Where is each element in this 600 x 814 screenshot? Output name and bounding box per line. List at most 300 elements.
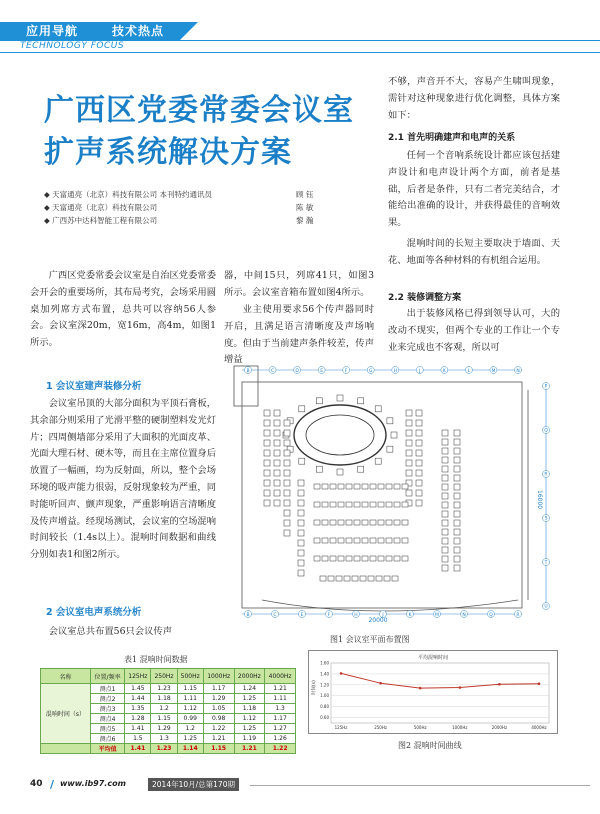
seat [384, 576, 390, 581]
axis-label-top: G [368, 369, 373, 374]
seat [402, 484, 408, 489]
axis-label-right: Q [544, 428, 548, 434]
chart-ytick: 1.00 [320, 693, 329, 699]
chart-point [379, 682, 382, 685]
seat [386, 556, 392, 561]
seat [370, 556, 376, 561]
table-cell: 1.2 [177, 724, 203, 734]
seat [442, 547, 448, 553]
seat [358, 398, 364, 404]
chart-ylabel: 时间(s) [312, 680, 317, 695]
seat [284, 420, 290, 426]
seat [354, 538, 360, 543]
table-head-freq: 250Hz [151, 669, 177, 684]
subsection-2-1-body-2: 混响时间的长短主要取决于墙面、天花、地面等各种材料的有机组合运用。 [388, 238, 560, 266]
seat [284, 430, 290, 436]
chart-point [419, 687, 422, 690]
seat [338, 520, 344, 525]
seat [378, 520, 384, 525]
table-head-pos: 位置/频率 [90, 669, 124, 684]
seat [322, 502, 328, 507]
axis-label-top: F [344, 369, 348, 374]
seat [454, 457, 460, 463]
table-cell: 1.17 [203, 684, 234, 694]
axis-label-bottom: J [382, 613, 384, 618]
seat [346, 484, 352, 489]
seat [406, 440, 412, 446]
seat [337, 469, 343, 475]
chart-xtick: 1000Hz [452, 725, 468, 730]
table-point: 测点2 [90, 694, 124, 704]
seat [284, 490, 290, 496]
seat [354, 484, 360, 489]
seat [314, 520, 320, 525]
subsection-2-2-title: 2.2 装修调整方案 [388, 293, 462, 303]
seat [337, 395, 343, 401]
seat [362, 484, 368, 489]
seat [322, 520, 328, 525]
axis-label-top: C [270, 369, 275, 374]
chart-ytick: 1.20 [320, 682, 329, 688]
seat [416, 450, 422, 456]
seat [442, 475, 448, 481]
chart-title: 平均混响时间 [417, 655, 449, 661]
table-cell: 1.24 [234, 684, 265, 694]
seat [284, 510, 290, 516]
table-cell: 1.21 [265, 684, 296, 694]
author-row [44, 188, 364, 201]
table-cell: 1.22 [203, 724, 234, 734]
axis-label-bottom: R [516, 613, 520, 618]
seat [264, 480, 270, 486]
table-cell: 1.3 [151, 734, 177, 744]
seat [370, 538, 376, 543]
seat [406, 410, 412, 416]
seat [378, 502, 384, 507]
seat [264, 460, 270, 466]
seat [454, 493, 460, 499]
axis-label-top: N [516, 369, 520, 374]
table-point: 测点1 [90, 684, 124, 694]
table-cell: 1.3 [265, 704, 296, 714]
seat [264, 490, 270, 496]
mid-paragraph-1: 器，中间15只，列席41只，如图3所示。会议室音箱布置如图4所示。 [224, 270, 374, 298]
table-cell: 1.25 [177, 734, 203, 744]
axis-label-bottom: C [273, 613, 277, 618]
table-avg-cell: 1.14 [177, 744, 203, 754]
seat [454, 466, 460, 472]
seat [298, 560, 304, 566]
seat [454, 565, 460, 571]
seat [274, 410, 280, 416]
axis-label-top: M [491, 369, 496, 374]
table-cell: 1.05 [203, 704, 234, 714]
seat [322, 556, 328, 561]
seat [416, 490, 422, 496]
table-avg-cell: 1.22 [265, 744, 296, 754]
table-head-freq: 125Hz [125, 669, 151, 684]
seat [354, 520, 360, 525]
seat [416, 460, 422, 466]
seat [284, 470, 290, 476]
seat [274, 430, 280, 436]
seat [387, 446, 393, 452]
seat [328, 576, 334, 581]
seat [442, 556, 448, 562]
seat [442, 493, 448, 499]
table-cell: 1.21 [203, 734, 234, 744]
seat [378, 556, 384, 561]
seat [284, 480, 290, 486]
author-name: 顾 钰 [296, 190, 314, 199]
seat [298, 570, 304, 576]
seat [338, 502, 344, 507]
seat [298, 530, 304, 536]
seat [298, 520, 304, 526]
seat [416, 440, 422, 446]
chart-xtick: 2000Hz [491, 725, 508, 730]
seat [402, 556, 408, 561]
seat [346, 502, 352, 507]
seat [394, 520, 400, 525]
page-number: 40 [30, 779, 43, 789]
author-list [44, 188, 364, 227]
axis-label-right: R [544, 472, 548, 478]
table-avg-cell: 1.15 [203, 744, 234, 754]
seat [386, 538, 392, 543]
seat [358, 466, 364, 472]
seat [394, 538, 400, 543]
table-head-freq: 1000Hz [203, 669, 234, 684]
seat [442, 430, 448, 436]
subsection-2-1-body-1: 任何一个音响系统设计都应该包括建声设计和电声设计两个方面，前者是基础，后者是条件，只有二者完美结合，才能给出准确的设计，并获得最佳的音响效果。 [388, 150, 560, 229]
header-rule-lower [0, 52, 600, 53]
table-cell: 1.45 [125, 684, 151, 694]
seat [391, 432, 397, 438]
seat [284, 440, 290, 446]
seat [378, 484, 384, 489]
axis-label-top: D [295, 369, 299, 374]
seat [454, 430, 460, 436]
dim-height-label: 16000 [536, 490, 543, 510]
right-paragraph-1: 不够，声音开不大，容易产生啸叫现象，需针对这种现象进行优化调整，具体方案如下： [388, 76, 560, 121]
seat [392, 576, 398, 581]
seat [454, 502, 460, 508]
axis-label-top: J [419, 369, 421, 374]
table-row-label: 混响时间（s） [41, 684, 91, 744]
table-cell: 1.35 [125, 704, 151, 714]
seat [362, 520, 368, 525]
seat [274, 460, 280, 466]
table-row [41, 684, 296, 694]
seat [394, 556, 400, 561]
axis-label-bottom: E [300, 613, 304, 618]
chart-point [459, 686, 462, 689]
table-avg-label: 平均值 [90, 744, 124, 754]
table-avg-row [41, 744, 296, 754]
section-2-title: 2 会议室电声系统分析 [46, 607, 142, 618]
reverb-chart-svg [309, 651, 557, 733]
seat [264, 440, 270, 446]
chart-xtick: 4000Hz [531, 725, 547, 730]
seat [298, 480, 304, 486]
footer-rule [250, 785, 590, 786]
seat [284, 450, 290, 456]
axis-label-top: E [320, 369, 324, 374]
chart-marks [340, 672, 541, 689]
seat [264, 420, 270, 426]
seat [274, 490, 280, 496]
seat [454, 475, 460, 481]
table-cell: 1.28 [125, 714, 151, 724]
author-org: ◆ 天富通亮（北京）科技有限公司 本刊特约通讯员 [44, 190, 213, 199]
seat [330, 538, 336, 543]
chart-ytick: 1.60 [320, 660, 329, 666]
seat [442, 538, 448, 544]
chart-plot-area [331, 663, 549, 723]
seat [416, 430, 422, 436]
seat [442, 565, 448, 571]
table-1-caption: 表1 混响时间数据 [124, 655, 188, 664]
axis-label-top: L [467, 369, 471, 374]
seat [330, 502, 336, 507]
seat [346, 538, 352, 543]
seat [386, 502, 392, 507]
seat [314, 538, 320, 543]
chart-ytick: 1.40 [320, 671, 329, 677]
seat [298, 510, 304, 516]
table-cell: 0.98 [203, 714, 234, 724]
seat [314, 556, 320, 561]
seat [320, 576, 326, 581]
seat [442, 448, 448, 454]
axis-label-bottom: M [435, 613, 439, 618]
table-head-freq: 500Hz [177, 669, 203, 684]
chart-point [498, 683, 501, 686]
seat [442, 529, 448, 535]
seat [442, 511, 448, 517]
axis-label-bottom: N [462, 613, 466, 618]
seat [344, 576, 350, 581]
table-point: 测点5 [90, 724, 124, 734]
seat [406, 430, 412, 436]
seat [442, 502, 448, 508]
seat [416, 470, 422, 476]
seat [442, 466, 448, 472]
seat [274, 480, 280, 486]
table-avg-cell: 1.21 [234, 744, 265, 754]
seat [442, 484, 448, 490]
table-cell: 1.17 [265, 714, 296, 724]
table-cell: 1.18 [151, 694, 177, 704]
seat [454, 484, 460, 490]
seat [338, 538, 344, 543]
seat [274, 450, 280, 456]
table-cell: 1.26 [265, 734, 296, 744]
seat [362, 502, 368, 507]
seat [314, 484, 320, 489]
round-table [294, 405, 386, 465]
table-cell: 1.2 [151, 704, 177, 714]
front-curve-wall [262, 600, 518, 611]
seat [274, 420, 280, 426]
reverb-table [40, 668, 296, 754]
author-org: ◆ 广西苏中达科智能工程有限公司 [44, 216, 158, 225]
header-category: 应用导航 [26, 24, 79, 38]
floor-plan-figure [228, 360, 558, 630]
table-cell: 1.12 [177, 704, 203, 714]
seat [346, 520, 352, 525]
table-avg-empty [41, 744, 91, 754]
seat [394, 502, 400, 507]
axis-label-bottom: F [327, 613, 331, 618]
seat [360, 576, 366, 581]
chart-ytick: 0.60 [320, 715, 329, 721]
section-1-body: 会议室吊顶的大部分面积为平顶石膏板，其余部分则采用了光滑平整的硬制塑料发光灯片；四周侧墙部分采用了大面积的光面皮革、光面大理石材、硬木等，而且在主席位置身后放置了一幅画，均为反射面，所以，整个会场环境的吸声能力很弱，反射现象较为严重，同时能听回声、颤声现象，严重影响语言清晰度及传声增益。经现场测试，会议室的空场混响时间较长（1.4s以上）。混响时间数据和曲线分别如表1和图2所示。 [30, 398, 216, 561]
author-name: 黎 瀚 [296, 216, 314, 225]
seat [264, 500, 270, 506]
axis-label-top: H [393, 369, 397, 374]
page-footer [30, 779, 590, 793]
table-cell: 1.15 [177, 684, 203, 694]
table-head-freq: 4000Hz [265, 669, 296, 684]
table-cell: 0.99 [177, 714, 203, 724]
seat [386, 484, 392, 489]
chart-point [538, 682, 541, 685]
author-row [44, 201, 364, 214]
seat [368, 576, 374, 581]
table-point: 测点6 [90, 734, 124, 744]
table-cell: 1.25 [234, 694, 265, 704]
seat [264, 470, 270, 476]
table-cell: 1.29 [151, 724, 177, 734]
seat [316, 398, 322, 404]
seat [387, 418, 393, 424]
seat [330, 484, 336, 489]
table-cell: 1.12 [234, 714, 265, 724]
seat [274, 500, 280, 506]
subsection-2-1-title: 2.1 首先明确建声和电声的关系 [388, 133, 516, 143]
seat [284, 530, 290, 536]
article-title [44, 90, 374, 174]
seat [406, 450, 412, 456]
seat [406, 490, 412, 496]
table-cell: 1.18 [234, 704, 265, 714]
section-1-title: 1 会议室建声装修分析 [46, 381, 142, 392]
author-name: 陈 敏 [296, 203, 314, 212]
chart-point [340, 672, 343, 675]
figure-2-caption: 图2 混响时间曲线 [398, 741, 462, 750]
figure-1-caption: 图1 会议室平面布置图 [330, 635, 410, 644]
seat [442, 439, 448, 445]
title-line-1: 广西区党委常委会议室 [44, 93, 354, 128]
seat [362, 556, 368, 561]
author-row [44, 214, 364, 227]
table-cell: 1.29 [203, 694, 234, 704]
seat [454, 520, 460, 526]
seat [298, 490, 304, 496]
seat [362, 538, 368, 543]
header-tab-corner [180, 22, 198, 40]
table-avg-cell: 1.41 [125, 744, 151, 754]
dim-width-label: 20000 [368, 617, 388, 624]
seat [330, 520, 336, 525]
seat [416, 480, 422, 486]
table-cell: 1.15 [151, 714, 177, 724]
seat [406, 460, 412, 466]
seat [264, 410, 270, 416]
seat [338, 484, 344, 489]
axis-label-bottom: Q [489, 613, 493, 618]
seat [454, 529, 460, 535]
seat [402, 520, 408, 525]
intro-paragraph: 广西区党委常委会议室是自治区党委常委会开会的重要场所，其布局考究，会场采用圆桌加列席方式布置，总共可以容纳56人参会。会议室深20m，宽16m，高4m，如图1所示。 [30, 270, 216, 349]
seat [284, 520, 290, 526]
seat [354, 556, 360, 561]
table-cell: 1.23 [151, 684, 177, 694]
axis-label-right: P [544, 384, 548, 390]
header-subcategory: 技术热点 [112, 24, 165, 38]
seat [402, 502, 408, 507]
axis-label-right: S [544, 516, 548, 522]
seat [264, 450, 270, 456]
seat [274, 440, 280, 446]
seat [354, 502, 360, 507]
seat [298, 550, 304, 556]
axis-label-bottom: K [408, 613, 412, 618]
seat [370, 484, 376, 489]
seat [416, 500, 422, 506]
title-line-2: 扩声系统解决方案 [44, 135, 292, 170]
seat [394, 484, 400, 489]
seat [402, 538, 408, 543]
seat [352, 576, 358, 581]
seat [454, 556, 460, 562]
seat [338, 556, 344, 561]
chart-grid [320, 661, 549, 731]
seat [284, 460, 290, 466]
seat [375, 458, 381, 464]
chart-xtick: 500Hz [413, 725, 427, 730]
seat [314, 502, 320, 507]
table-cell: 1.5 [125, 734, 151, 744]
author-org: ◆ 天富通亮（北京）科技有限公司 [44, 203, 158, 212]
seat [316, 466, 322, 472]
table-point: 测点3 [90, 704, 124, 714]
seat [284, 500, 290, 506]
reverb-chart [308, 650, 558, 734]
seat [442, 457, 448, 463]
table-point: 测点4 [90, 714, 124, 724]
seat [454, 511, 460, 517]
seat [370, 520, 376, 525]
seat [299, 458, 305, 464]
seat [336, 576, 342, 581]
seat [416, 410, 422, 416]
seat [454, 448, 460, 454]
seat [454, 538, 460, 544]
seat [378, 538, 384, 543]
table-head-name: 名称 [41, 669, 91, 684]
axis-label-right: U [544, 604, 548, 610]
chart-series-line [341, 673, 539, 688]
table-header-row [41, 669, 296, 684]
seat [416, 420, 422, 426]
header-category-en: TECHNOLOGY FOCUS [20, 41, 125, 51]
table-cell: 1.11 [177, 694, 203, 704]
seat [298, 500, 304, 506]
seat [454, 439, 460, 445]
